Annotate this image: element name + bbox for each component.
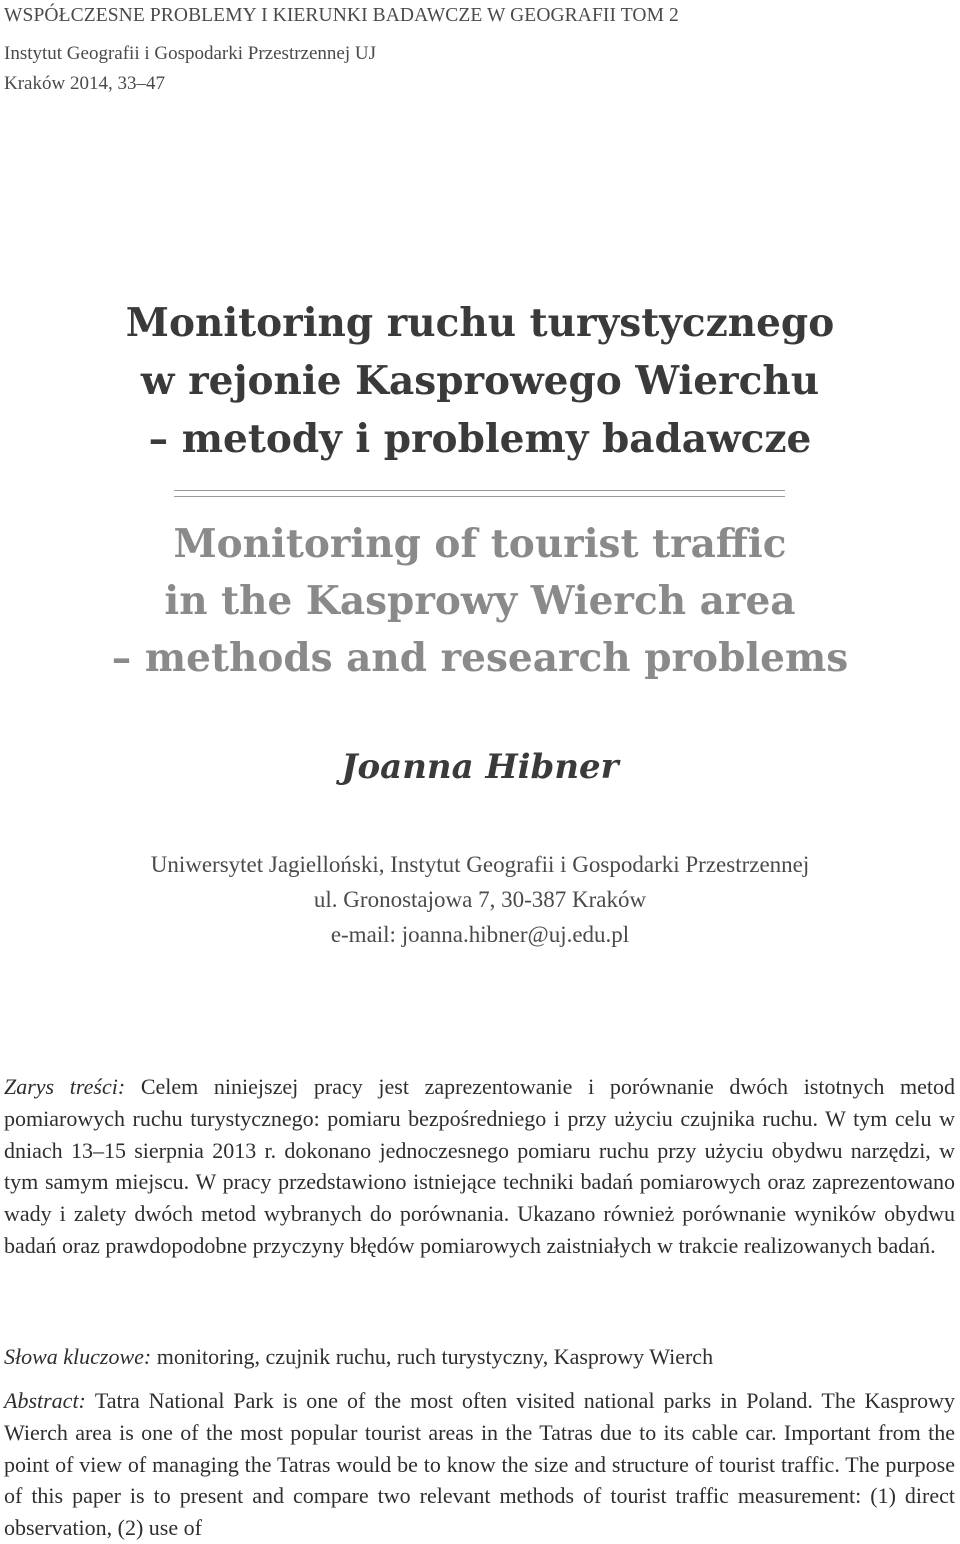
polish-summary bbox=[4, 1071, 955, 1262]
summary-label: Zarys treści: bbox=[4, 1074, 141, 1099]
institute-header: Instytut Geografii i Gospodarki Przestrzennej UJ bbox=[4, 43, 376, 64]
author-address: ul. Gronostajowa 7, 30-387 Kraków bbox=[313, 887, 647, 912]
english-title-line: Monitoring of tourist traffic bbox=[173, 521, 787, 567]
author-email[interactable]: e-mail: joanna.hibner@uj.edu.pl bbox=[330, 922, 630, 947]
polish-title-line: w rejonie Kasprowego Wierchu bbox=[140, 358, 820, 404]
title-divider bbox=[174, 490, 785, 497]
keywords-label: Słowa kluczowe: bbox=[4, 1344, 157, 1369]
keywords-text: monitoring, czujnik ruchu, ruch turystyczny, Kasprowy Wierch bbox=[156, 1344, 714, 1369]
series-header: WSPÓŁCZESNE PROBLEMY I KIERUNKI BADAWCZE W GEOGRAFII TOM 2 bbox=[4, 5, 679, 26]
publication-location: Kraków 2014, 33–47 bbox=[4, 73, 165, 94]
abstract bbox=[4, 1385, 955, 1544]
keywords bbox=[4, 1341, 955, 1373]
polish-title bbox=[0, 294, 960, 468]
polish-title-line: – metody i problemy badawcze bbox=[148, 416, 812, 462]
author-affiliation-block bbox=[0, 847, 960, 952]
english-title-line: in the Kasprowy Wierch area bbox=[164, 578, 796, 624]
english-title-line: – methods and research problems bbox=[111, 635, 849, 681]
abstract-label: Abstract: bbox=[4, 1388, 95, 1413]
summary-text: Celem niniejszej pracy jest zaprezentowanie i porównanie dwóch istotnych metod pomiarowych ruchu turystycznego: pomiaru bezpośredniego i przy użyciu czujnika ruchu. W tym celu w dniach 13–15 sierpnia 2013 r. dokonano jednoczesnego pomiaru ruchu przy użyciu obydwu narzędzi, w tym samym miejscu. W pracy przedstawiono istniejące techniki badań pomiarowych oraz zaprezentowano wady i zalety dwóch metod wybranych do porównania. Ukazano również porównanie wyników obydwu badań oraz prawdopodobne przyczyny błędów pomiarowych zaistniałych w trakcie realizowanych badań. bbox=[4, 1074, 956, 1258]
english-title bbox=[0, 516, 960, 687]
abstract-text: Tatra National Park is one of the most often visited national parks in Poland. The Kasprowy Wierch area is one of the most popular tourist areas in the Tatras due to its cable car. Important from the point of view of managing the Tatras would be to know the size and structure of tourist traffic. The purpose of this paper is to present and compare two relevant methods of tourist traffic measurement: (1) direct observation, (2) use of bbox=[4, 1388, 955, 1541]
polish-title-line: Monitoring ruchu turystycznego bbox=[125, 300, 835, 346]
author-affiliation: Uniwersytet Jagielloński, Instytut Geografii i Gospodarki Przestrzennej bbox=[150, 852, 810, 877]
author-name: Joanna Hibner bbox=[341, 747, 619, 787]
